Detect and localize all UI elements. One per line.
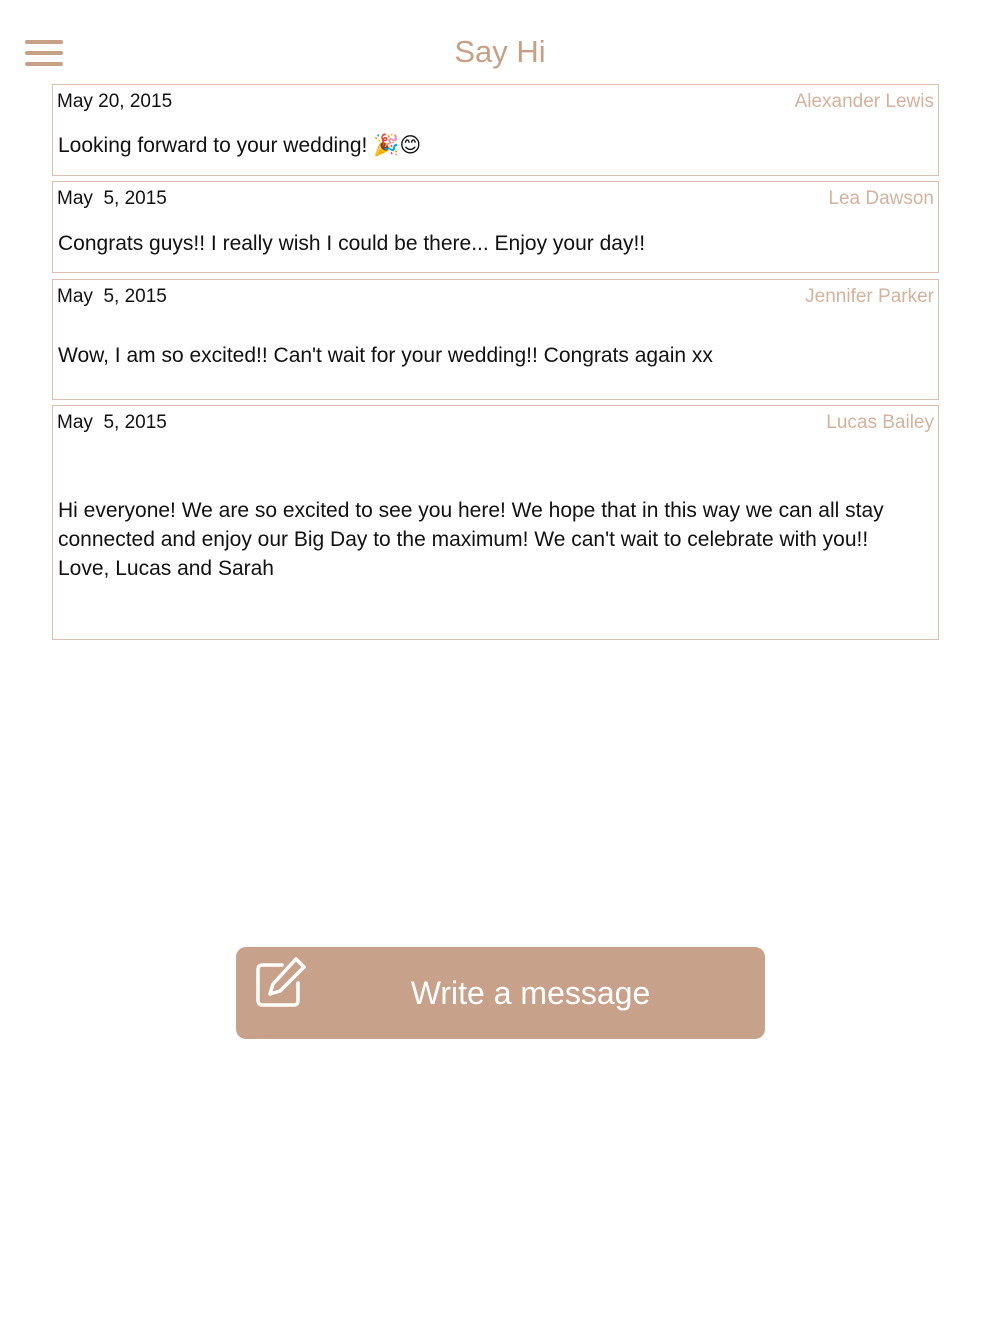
message-text: Looking forward to your wedding! 🎉😊	[58, 134, 422, 157]
write-message-button[interactable]	[236, 947, 765, 1039]
message-date: May 20, 2015	[57, 91, 173, 112]
message-text: Congrats guys!! I really wish I could be there... Enjoy your day!!	[58, 232, 646, 255]
message-author: Alexander Lewis	[794, 91, 934, 112]
message-card[interactable]	[52, 279, 939, 400]
page-title: Say Hi	[454, 34, 546, 69]
message-card[interactable]	[52, 84, 939, 176]
message-date: May 5, 2015	[57, 412, 167, 433]
message-author: Jennifer Parker	[805, 286, 934, 307]
message-date: May 5, 2015	[57, 188, 167, 209]
message-author: Lucas Bailey	[826, 412, 934, 433]
message-author: Lea Dawson	[828, 188, 934, 209]
message-date: May 5, 2015	[57, 286, 167, 307]
message-card[interactable]	[52, 181, 939, 273]
message-text: Wow, I am so excited!! Can't wait for your wedding!! Congrats again xx	[58, 344, 713, 367]
message-text: Hi everyone! We are so excited to see you here! We hope that in this way we can all stay connected and enjoy our Big Day to the maximum! We can't wait to celebrate with you!! Love, Lucas and Sarah	[58, 499, 884, 580]
write-message-label: Write a message	[410, 975, 651, 1011]
compose-icon	[252, 955, 308, 1011]
message-card[interactable]	[52, 405, 939, 640]
